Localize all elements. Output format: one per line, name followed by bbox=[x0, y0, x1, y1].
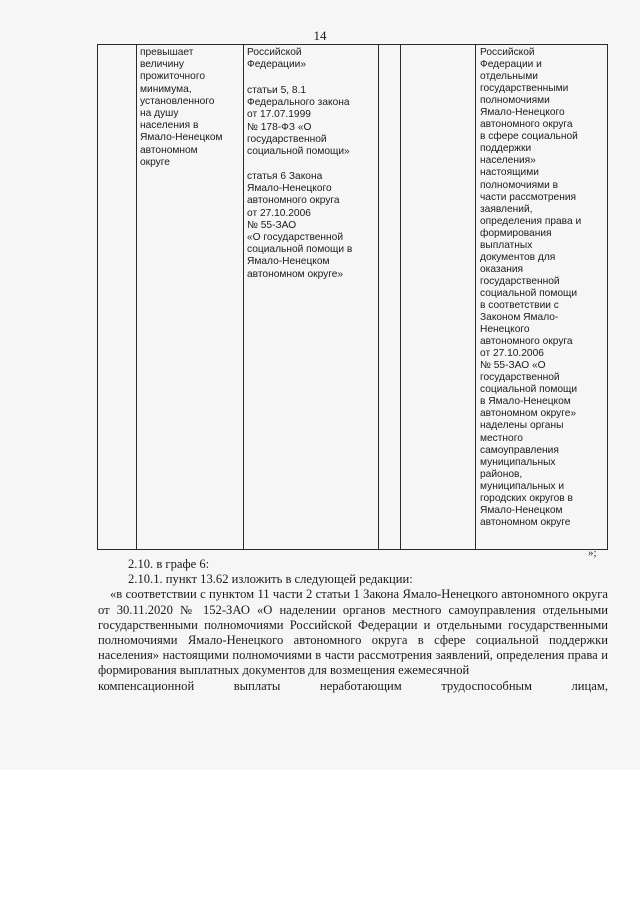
table-cell-criterion: превышает величину прожиточного минимума, установленного на душу населения в Ямало-Ненецком автономном округе bbox=[140, 47, 223, 168]
item-2-10: 2.10. в графе 6: bbox=[128, 557, 210, 571]
amendment-text bbox=[98, 557, 608, 694]
table-cell-authority: Российской Федерации и отдельными государственными полномочиями Ямало-Ненецкого автономного округа в сфере социальной поддержки населения» настоящими полномочиями в части рассмотрения заявлений, определения права и формирования выплатных документов для оказания государственной социальной помощи в соответствии с Законом Ямало- Ненецкого автономного округа от 27.10.2006 № 55-ЗАО «О государственной социальной помощи в Ямало-Ненецком автономном округе» наделены органы местного самоуправления муниципальных районов, муниципальных и городских округов в Ямало-Ненецком автономном округе bbox=[480, 47, 582, 528]
table-column-divider bbox=[243, 45, 244, 549]
table-closing-quote: »; bbox=[588, 547, 597, 559]
table-column-divider bbox=[136, 45, 137, 549]
table-cell-legal-basis-1: Российской Федерации» bbox=[247, 47, 307, 71]
item-2-10-1: 2.10.1. пункт 13.62 изложить в следующей редакции: bbox=[128, 572, 413, 587]
table-cell-legal-basis-3: статья 6 Закона Ямало-Ненецкого автономного округа от 27.10.2006 № 55-ЗАО «О государственной социальной помощи в Ямало-Ненецком автономном округе» bbox=[247, 171, 353, 280]
data-table bbox=[97, 44, 608, 550]
table-column-divider bbox=[475, 45, 476, 549]
table-column-divider bbox=[378, 45, 379, 549]
amendment-paragraph: «в соответствии с пунктом 11 части 2 статьи 1 Закона Ямало-Ненецкого автономного округа от 30.11.2020 № 152-ЗАО «О наделении органов местного самоуправления отдельными государственными полномочиями Российской Федерации и отдельными государственными полномочиями Ямало-Ненецкого автономного округа в сфере социальной поддержки населения» настоящими полномочиями в части рассмотрения заявлений, определения права и формирования выплатных документов для возмещения ежемесячной bbox=[98, 587, 608, 678]
amendment-paragraph-last-line: компенсационной выплаты неработающим трудоспособным лицам, bbox=[98, 678, 608, 693]
page-number: 14 bbox=[313, 28, 327, 43]
table-cell-legal-basis-2: статьи 5, 8.1 Федерального закона от 17.07.1999 № 178-ФЗ «О государственной социальной помощи» bbox=[247, 85, 350, 158]
table-column-divider bbox=[400, 45, 401, 549]
